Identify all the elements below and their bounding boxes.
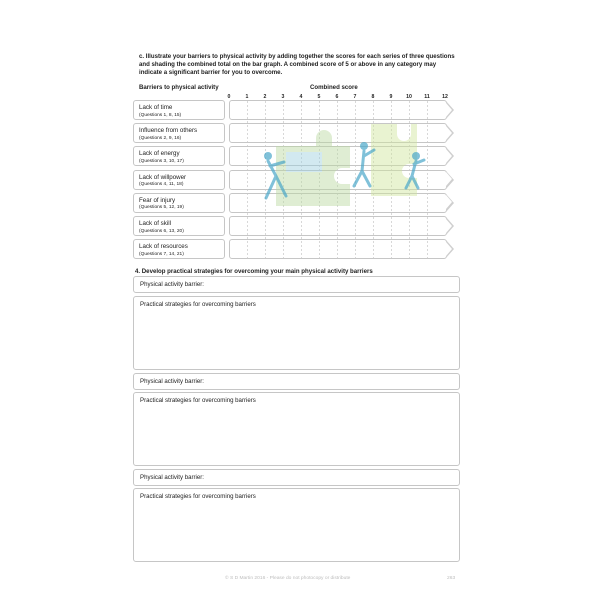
barrier-field-label: Physical activity barrier:: [140, 281, 205, 288]
category-name: Lack of energy: [139, 150, 180, 158]
x-tick-label: 0: [227, 94, 231, 100]
score-bar-track[interactable]: [229, 100, 447, 120]
strategies-field-3[interactable]: [133, 488, 460, 562]
x-tick-label: 12: [442, 94, 448, 100]
category-name: Lack of skill: [139, 220, 171, 227]
category-name: Influence from others: [139, 127, 198, 135]
strategies-field-label: Practical strategies for overcoming barriers: [140, 493, 256, 500]
barrier-field-label: Physical activity barrier:: [140, 378, 205, 385]
barrier-category-label: [133, 123, 225, 143]
bar-arrow-icon: [446, 101, 454, 119]
strategies-field-2[interactable]: [133, 392, 460, 466]
chart-row: [133, 100, 463, 120]
score-bar-track[interactable]: [229, 123, 447, 143]
category-name: Lack of time: [139, 104, 173, 111]
category-name: Lack of willpower: [139, 173, 187, 181]
x-tick-label: 9: [389, 94, 393, 100]
barrier-category-label: [133, 193, 225, 213]
bar-arrow-icon: [446, 240, 454, 258]
barrier-category-label: [133, 146, 225, 166]
chart-row: [133, 216, 463, 236]
chart-row: [133, 123, 463, 143]
category-questions: (Questions 7, 14, 21): [139, 251, 184, 257]
intro-instructions: c. Illustrate your barriers to physical activity by adding together the scores for each series of three questions and shading the combined total on the bar graph. A combined score of 5 or above in any category may indicate a significant barrier for you to overcome.: [139, 53, 455, 77]
bar-arrow-icon: [446, 124, 454, 142]
score-bar-track[interactable]: [229, 239, 447, 259]
chart-row: [133, 146, 463, 166]
page-number: 263: [447, 576, 456, 581]
category-questions: (Questions 1, 8, 15): [139, 112, 182, 118]
chart-row: [133, 193, 463, 213]
strategies-field-1[interactable]: [133, 296, 460, 370]
barrier-bar-chart: [133, 100, 463, 262]
chart-row: [133, 239, 463, 259]
barrier-category-label: [133, 170, 225, 190]
copyright-footer: © S D Martin 2016 - Please do not photocopy or distribute: [225, 576, 351, 581]
x-tick-label: 2: [263, 94, 267, 100]
bar-arrow-icon: [446, 194, 454, 212]
chart-x-header: Combined score: [310, 84, 358, 91]
category-questions: (Questions 2, 9, 16): [139, 135, 182, 141]
score-bar-track[interactable]: [229, 146, 447, 166]
category-questions: (Questions 6, 13, 20): [139, 228, 184, 234]
barrier-field-2[interactable]: [133, 373, 460, 390]
category-questions: (Questions 3, 10, 17): [139, 158, 184, 164]
chart-row: [133, 170, 463, 190]
bar-arrow-icon: [446, 217, 454, 235]
x-tick-label: 3: [281, 94, 285, 100]
bar-arrow-icon: [446, 147, 454, 165]
category-questions: (Questions 5, 12, 19): [139, 205, 184, 211]
x-tick-label: 8: [371, 94, 375, 100]
x-tick-label: 5: [317, 94, 321, 100]
x-tick-label: 4: [299, 94, 303, 100]
barrier-category-label: [133, 100, 225, 120]
section-4-title: 4. Develop practical strategies for overcoming your main physical activity barriers: [135, 268, 373, 275]
score-bar-track[interactable]: [229, 170, 447, 190]
x-tick-label: 7: [353, 94, 357, 100]
bar-arrow-icon: [446, 171, 454, 189]
x-tick-label: 6: [335, 94, 339, 100]
barrier-field-1[interactable]: [133, 276, 460, 293]
barrier-category-label: [133, 216, 225, 236]
category-name: Lack of resources: [139, 243, 188, 251]
score-bar-track[interactable]: [229, 193, 447, 213]
category-name: Fear of injury: [139, 196, 176, 204]
x-tick-label: 11: [424, 94, 430, 100]
x-tick-label: 10: [406, 94, 412, 100]
barrier-category-label: [133, 239, 225, 259]
strategies-field-label: Practical strategies for overcoming barriers: [140, 397, 256, 404]
barrier-field-label: Physical activity barrier:: [140, 474, 205, 481]
x-tick-label: 1: [245, 94, 249, 100]
strategies-field-label: Practical strategies for overcoming barriers: [140, 301, 256, 308]
barrier-field-3[interactable]: [133, 469, 460, 486]
category-questions: (Questions 4, 11, 18): [139, 182, 184, 188]
score-bar-track[interactable]: [229, 216, 447, 236]
chart-y-header: Barriers to physical activity: [139, 84, 219, 91]
